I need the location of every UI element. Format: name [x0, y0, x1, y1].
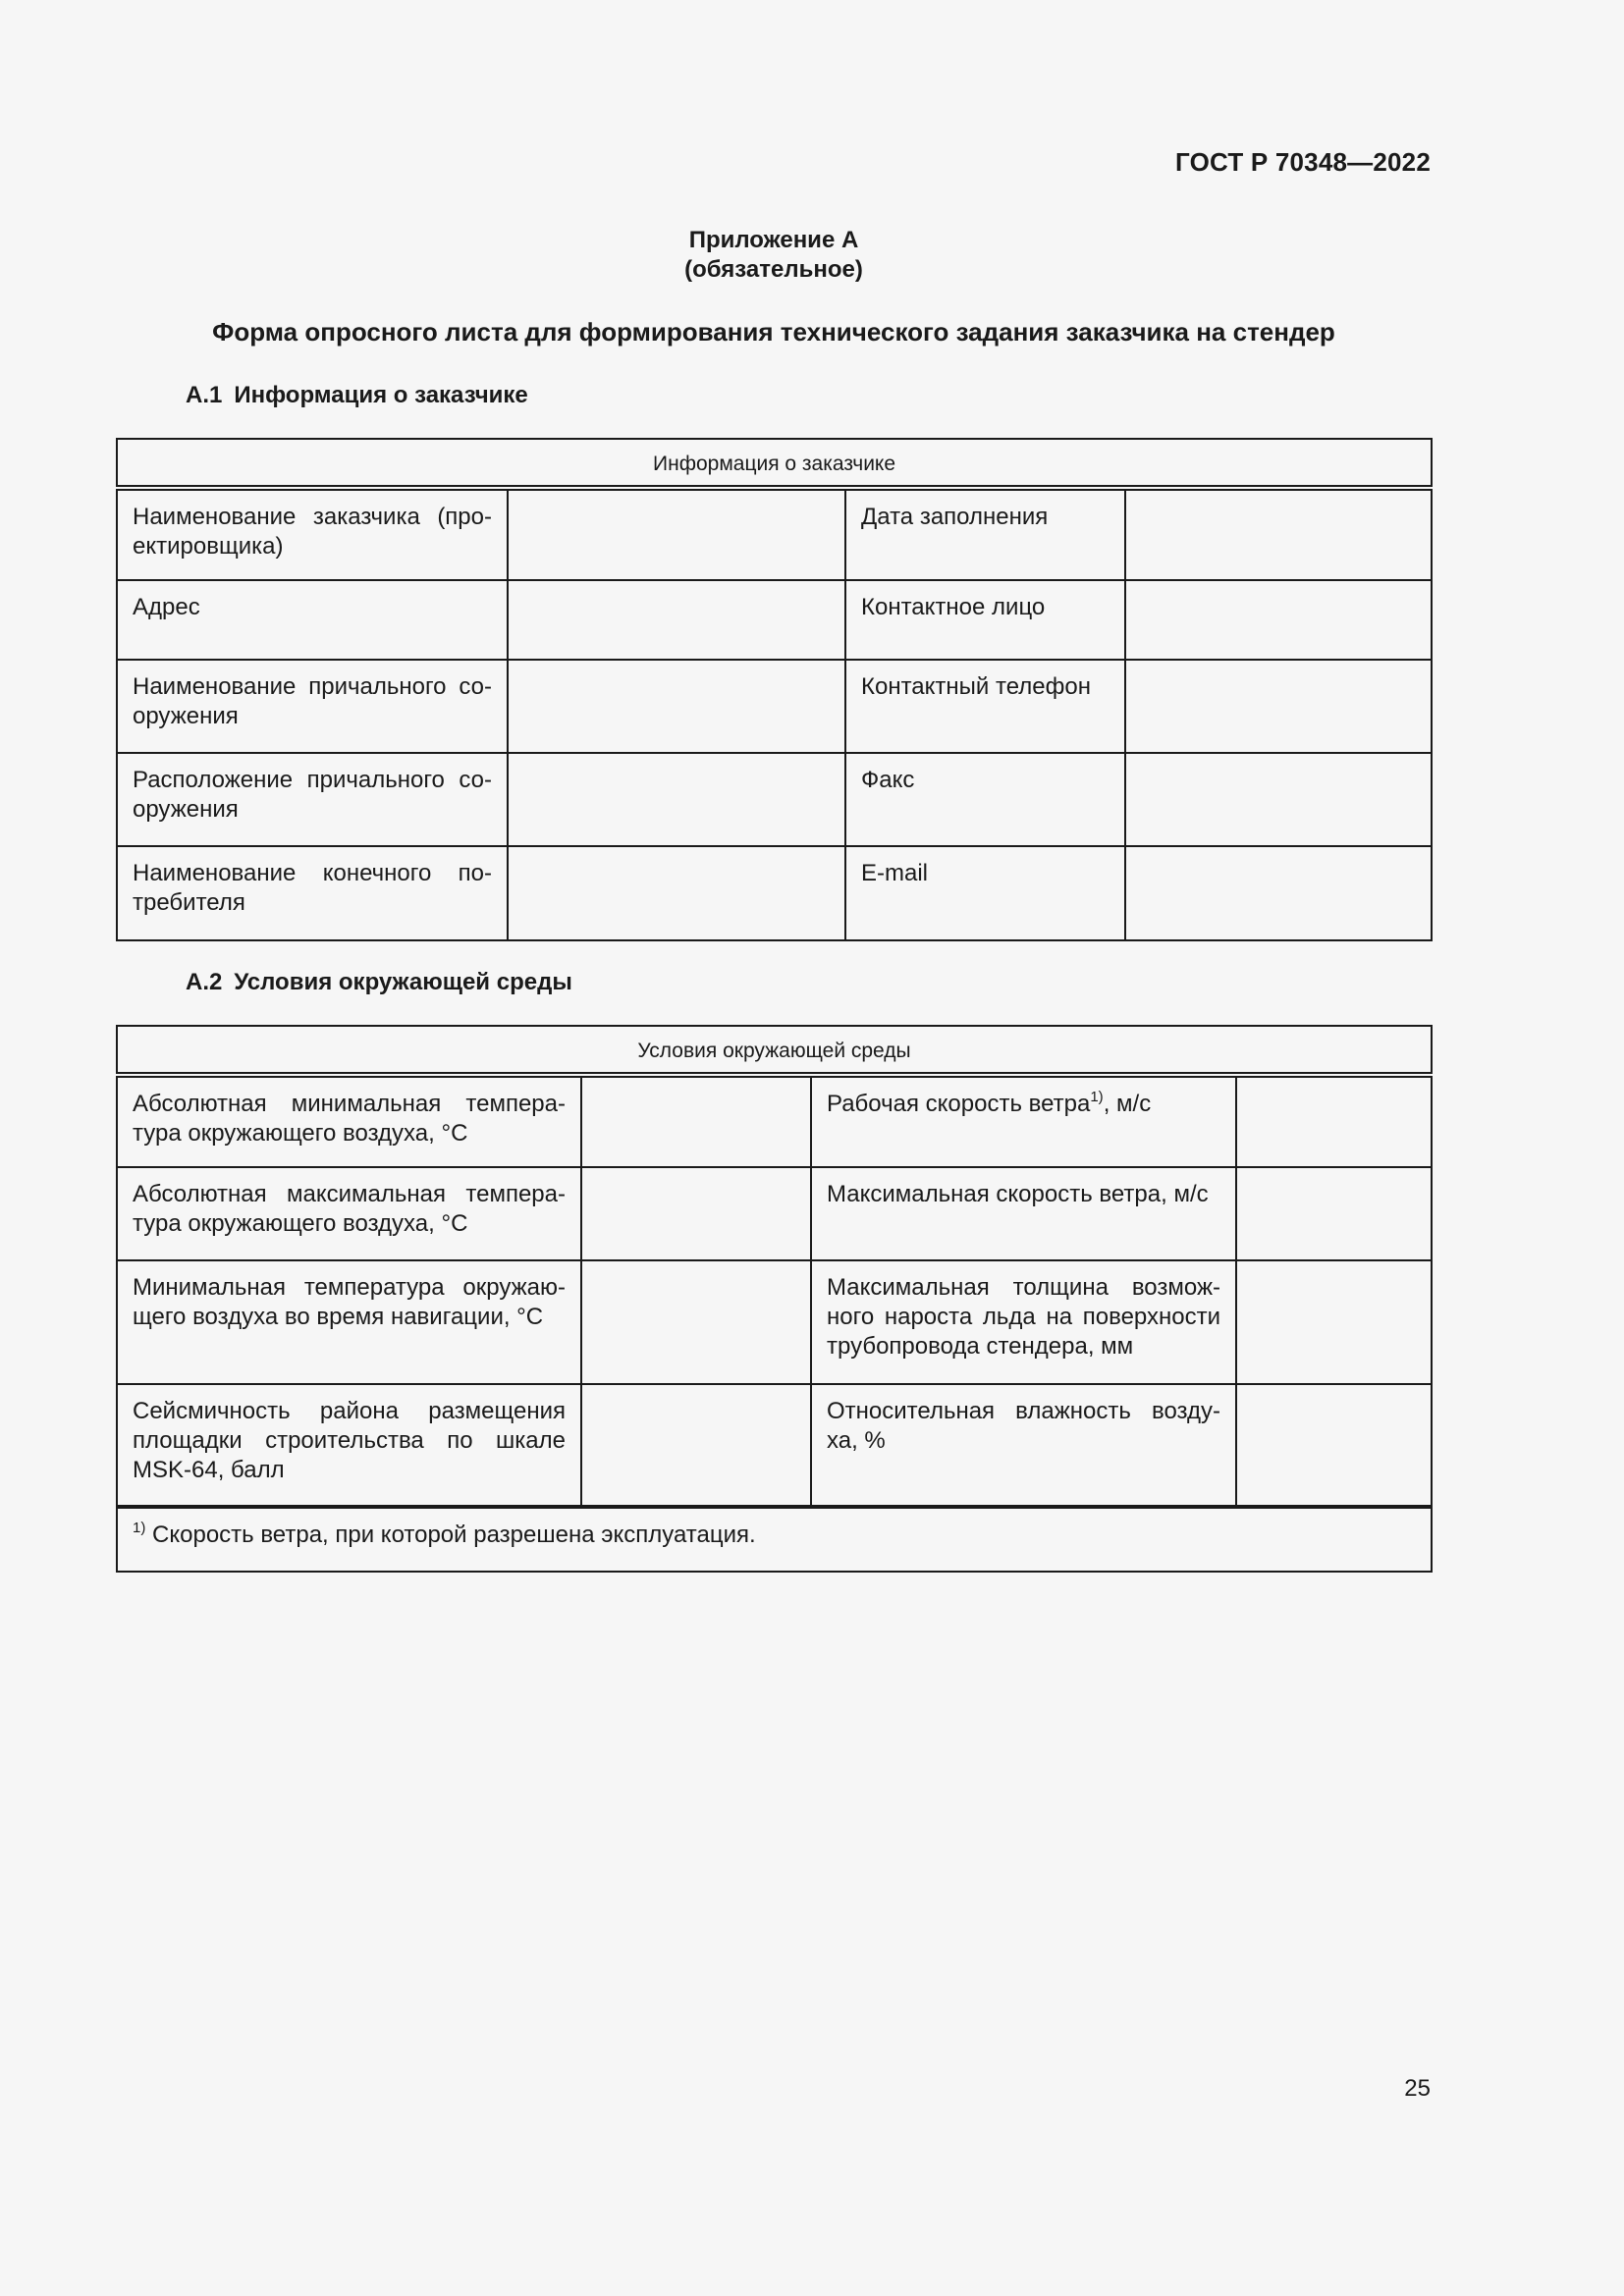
label-abs-max-temperature: Абсолютная максимальная темпера-тура окружающего воздуха, °С — [117, 1167, 581, 1260]
section-title: Условия окружающей среды — [234, 969, 572, 995]
section-number: А.2 — [186, 969, 223, 995]
address-field[interactable] — [508, 580, 845, 660]
footnote-row — [117, 1507, 1432, 1572]
label-end-consumer: Наименование конечного по-требителя — [117, 846, 508, 940]
section-heading-customer-info — [186, 382, 528, 409]
label-operating-wind-speed: Рабочая скорость ветра$^{1)}$, м/с — [811, 1075, 1236, 1167]
table-row — [117, 753, 1432, 846]
table-row — [117, 1075, 1432, 1167]
email-field[interactable] — [1125, 846, 1432, 940]
label-customer-name: Наименование заказчика (про-ектировщика) — [117, 488, 508, 580]
label-berth-location: Расположение причального со-оружения — [117, 753, 508, 846]
table-row — [117, 1260, 1432, 1384]
appendix-heading — [0, 226, 1547, 285]
berth-name-field[interactable] — [508, 660, 845, 753]
footnote-ref: 1) — [1090, 1089, 1104, 1105]
abs-min-temperature-field[interactable] — [581, 1075, 811, 1167]
section-heading-environment — [186, 969, 572, 996]
seismicity-field[interactable] — [581, 1384, 811, 1507]
end-consumer-field[interactable] — [508, 846, 845, 940]
operating-wind-speed-field[interactable] — [1236, 1075, 1432, 1167]
table-caption-row — [117, 439, 1432, 488]
label-max-wind-speed: Максимальная скорость ветра, м/с — [811, 1167, 1236, 1260]
table-caption-row — [117, 1026, 1432, 1075]
label-address: Адрес — [117, 580, 508, 660]
fax-field[interactable] — [1125, 753, 1432, 846]
label-berth-name: Наименование причального со-оружения — [117, 660, 508, 753]
table-row — [117, 660, 1432, 753]
table-caption: Условия окружающей среды — [117, 1026, 1432, 1075]
appendix-title: Приложение А — [688, 227, 859, 253]
table-row — [117, 846, 1432, 940]
label-abs-min-temperature: Абсолютная минимальная темпера-тура окружающего воздуха, °С — [117, 1075, 581, 1167]
label-min-navigation-temperature: Минимальная температура окружаю-щего воздуха во время навигации, °С — [117, 1260, 581, 1384]
table-caption: Информация о заказчике — [117, 439, 1432, 488]
footnote-text: Скорость ветра, при которой разрешена эксплуатация. — [152, 1522, 756, 1548]
abs-max-temperature-field[interactable] — [581, 1167, 811, 1260]
footnote-mark: 1) — [133, 1520, 146, 1536]
table-row — [117, 488, 1432, 580]
contact-person-field[interactable] — [1125, 580, 1432, 660]
appendix-subtitle: (обязательное) — [684, 256, 863, 283]
label-fax: Факс — [845, 753, 1125, 846]
contact-phone-field[interactable] — [1125, 660, 1432, 753]
environment-conditions-table — [116, 1025, 1433, 1573]
page-number: 25 — [1404, 2075, 1431, 2102]
table-row — [117, 1167, 1432, 1260]
table-row — [117, 1384, 1432, 1507]
customer-info-table — [116, 438, 1433, 941]
relative-humidity-field[interactable] — [1236, 1384, 1432, 1507]
label-contact-person: Контактное лицо — [845, 580, 1125, 660]
table-row — [117, 580, 1432, 660]
customer-name-field[interactable] — [508, 488, 845, 580]
section-title: Информация о заказчике — [234, 382, 528, 408]
fill-date-field[interactable] — [1125, 488, 1432, 580]
footnote — [117, 1507, 1432, 1572]
label-fill-date: Дата заполнения — [845, 488, 1125, 580]
max-ice-thickness-field[interactable] — [1236, 1260, 1432, 1384]
label-contact-phone: Контактный телефон — [845, 660, 1125, 753]
berth-location-field[interactable] — [508, 753, 845, 846]
document-id: ГОСТ Р 70348—2022 — [1175, 147, 1431, 177]
label-email: E-mail — [845, 846, 1125, 940]
min-navigation-temperature-field[interactable] — [581, 1260, 811, 1384]
section-number: А.1 — [186, 382, 223, 408]
label-seismicity: Сейсмичность района размещения площадки строительства по шкале MSK-64, балл — [117, 1384, 581, 1507]
label-relative-humidity: Относительная влажность возду-ха, % — [811, 1384, 1236, 1507]
form-title: Форма опросного листа для формирования технического задания заказчика на стендер — [212, 317, 1335, 347]
max-wind-speed-field[interactable] — [1236, 1167, 1432, 1260]
label-max-ice-thickness: Максимальная толщина возмож-ного нароста льда на поверхности трубопровода стендера, мм — [811, 1260, 1236, 1384]
